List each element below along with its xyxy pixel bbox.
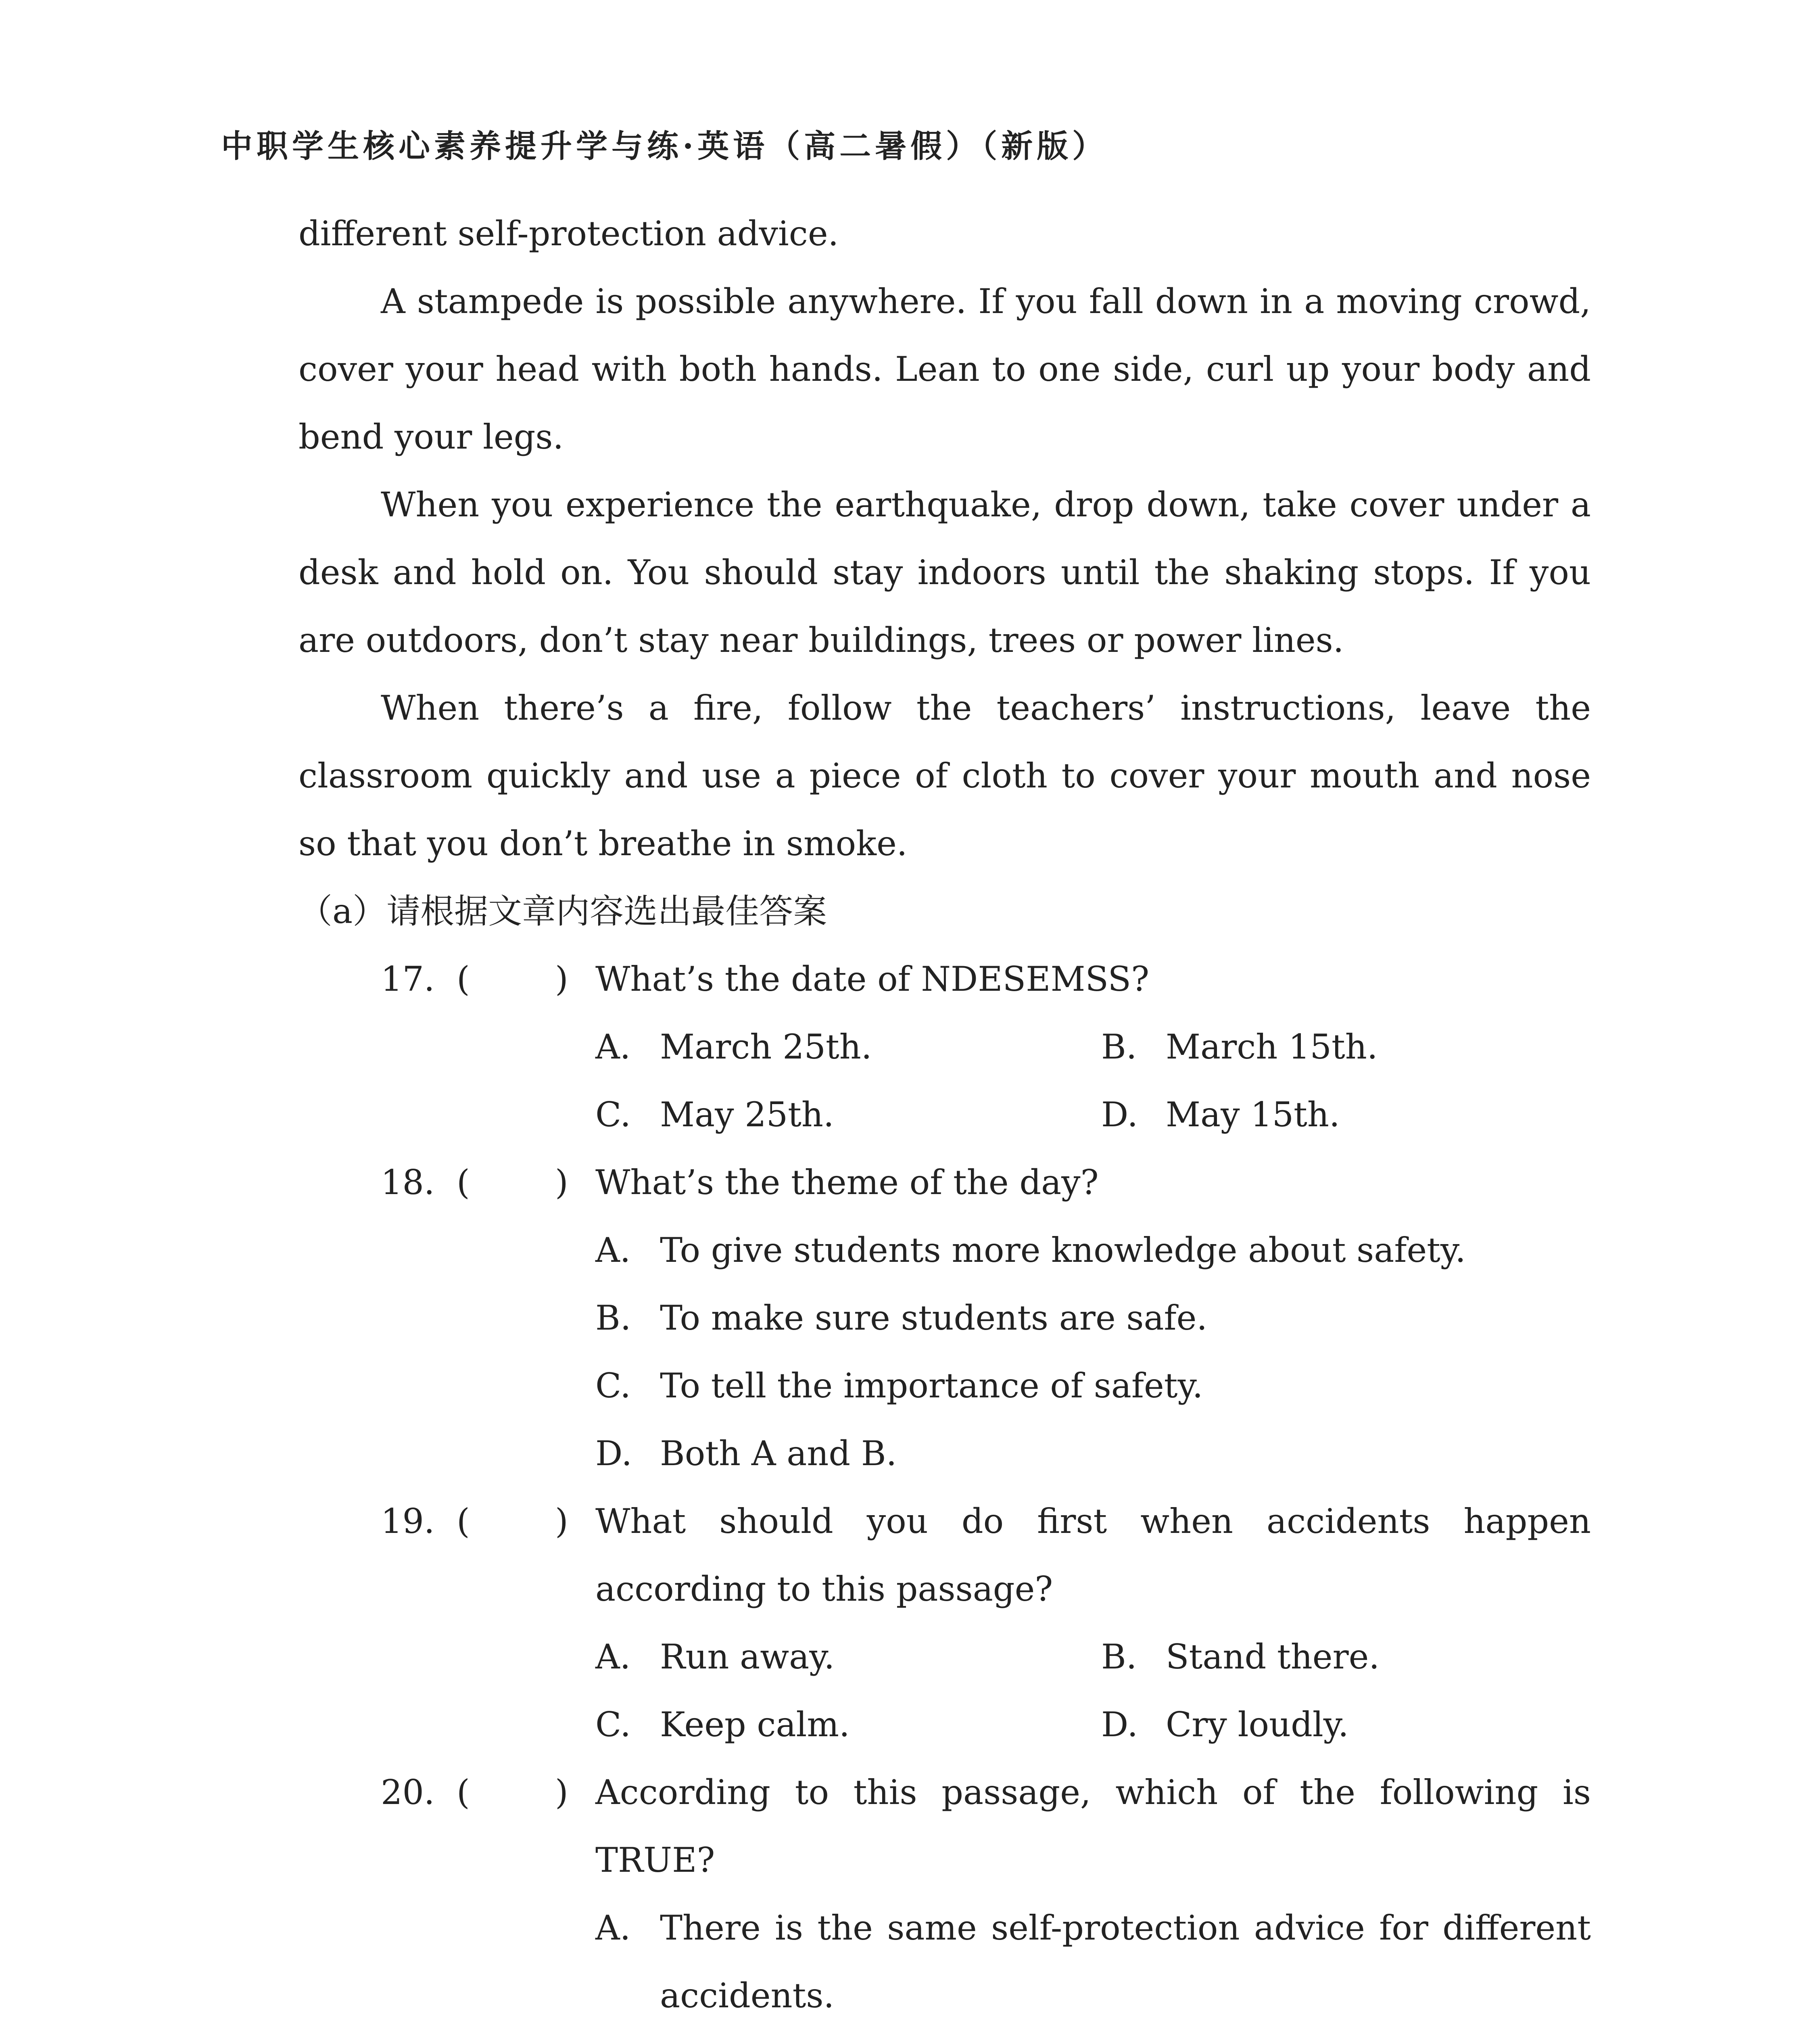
answer-paren-open: ( bbox=[457, 1773, 470, 1812]
option-text: May 15th. bbox=[1166, 1095, 1340, 1134]
question-stem bbox=[298, 1148, 1591, 1216]
option-c bbox=[595, 1691, 1101, 1758]
answer-paren-open: ( bbox=[457, 1501, 470, 1541]
option-c bbox=[298, 1352, 1591, 1420]
question-text: What should you do first when accidents happen according to this passage? bbox=[595, 1501, 1591, 1609]
passage-paragraph-2: A stampede is possible anywhere. If you fall down in a moving crowd, cover your head with both hands. Lean to one side, curl up your body and bend your legs. bbox=[298, 282, 1591, 457]
option-text: To tell the importance of safety. bbox=[660, 1366, 1203, 1405]
passage-paragraph-3: When you experience the earthquake, drop down, take cover under a desk and hold on. You should stay indoors until the shaking stops. If you are outdoors, don’t stay near buildings, trees or power lines. bbox=[298, 485, 1591, 660]
answer-paren-open: ( bbox=[457, 1163, 470, 1202]
option-a bbox=[298, 1216, 1591, 1284]
option-text: Keep calm. bbox=[660, 1705, 850, 1744]
option-b bbox=[298, 1284, 1591, 1352]
option-grid bbox=[298, 1623, 1591, 1758]
question-stem bbox=[298, 1758, 1591, 1894]
question-stem bbox=[298, 945, 1591, 1013]
option-d bbox=[298, 1420, 1591, 1487]
question-stem bbox=[298, 1487, 1591, 1623]
question-number: 19. bbox=[381, 1501, 435, 1541]
option-b bbox=[1101, 1013, 1591, 1081]
option-text: Run away. bbox=[660, 1637, 835, 1677]
question-number: 18. bbox=[381, 1163, 435, 1202]
option-label: A. bbox=[595, 1027, 631, 1067]
option-c bbox=[595, 1081, 1101, 1148]
page-content bbox=[298, 200, 1591, 2017]
option-label: C. bbox=[595, 1705, 631, 1744]
option-label: B. bbox=[1101, 1637, 1137, 1677]
answer-paren-open: ( bbox=[457, 959, 470, 999]
option-label: C. bbox=[595, 1095, 631, 1134]
option-label: A. bbox=[595, 1637, 631, 1677]
option-text: To give students more knowledge about safety. bbox=[660, 1230, 1466, 1270]
option-label: B. bbox=[1101, 1027, 1137, 1067]
option-d bbox=[1101, 1691, 1591, 1758]
option-a bbox=[298, 1894, 1591, 2017]
question-number: 20. bbox=[381, 1773, 435, 1812]
option-text: March 15th. bbox=[1166, 1027, 1378, 1067]
option-label: B. bbox=[595, 1298, 631, 1338]
question-17 bbox=[298, 945, 1591, 1148]
question-18 bbox=[298, 1148, 1591, 1487]
question-19 bbox=[298, 1487, 1591, 1758]
option-grid bbox=[298, 1013, 1591, 1148]
answer-paren-close: ) bbox=[555, 1773, 568, 1812]
option-label: A. bbox=[595, 1908, 631, 1948]
answer-paren-close: ) bbox=[555, 959, 568, 999]
question-20 bbox=[298, 1758, 1591, 2017]
option-text: There is the same self-protection advice for different accidents. bbox=[660, 1908, 1591, 2015]
answer-paren-close: ) bbox=[555, 1501, 568, 1541]
question-text: What’s the date of NDESEMSS? bbox=[595, 959, 1150, 999]
option-text: Stand there. bbox=[1166, 1637, 1380, 1677]
option-text: May 25th. bbox=[660, 1095, 834, 1134]
option-text: Both A and B. bbox=[660, 1434, 897, 1473]
passage-paragraph-1: different self-protection advice. bbox=[298, 214, 839, 253]
option-text: Cry loudly. bbox=[1166, 1705, 1349, 1744]
passage-paragraph-4: When there’s a fire, follow the teachers’ instructions, leave the classroom quickly and use a piece of cloth to cover your mouth and nose so that you don’t breathe in smoke. bbox=[298, 688, 1591, 863]
option-text: To make sure students are safe. bbox=[660, 1298, 1208, 1338]
answer-paren-close: ) bbox=[555, 1163, 568, 1202]
question-text: What’s the theme of the day? bbox=[595, 1163, 1099, 1202]
option-label: C. bbox=[595, 1366, 631, 1405]
option-d bbox=[1101, 1081, 1591, 1148]
option-text: March 25th. bbox=[660, 1027, 872, 1067]
running-header: 中职学生核心素养提升学与练·英语（高二暑假）（新版） bbox=[221, 128, 1108, 165]
option-a bbox=[595, 1013, 1101, 1081]
question-text: According to this passage, which of the following is TRUE? bbox=[595, 1773, 1591, 1880]
option-a bbox=[595, 1623, 1101, 1691]
option-b bbox=[1101, 1623, 1591, 1691]
question-number: 17. bbox=[381, 959, 435, 999]
option-label: A. bbox=[595, 1230, 631, 1270]
option-label: D. bbox=[1101, 1705, 1138, 1744]
option-label: D. bbox=[595, 1434, 632, 1473]
option-label: D. bbox=[1101, 1095, 1138, 1134]
section-instruction: （a）请根据文章内容选出最佳答案 bbox=[298, 892, 827, 931]
